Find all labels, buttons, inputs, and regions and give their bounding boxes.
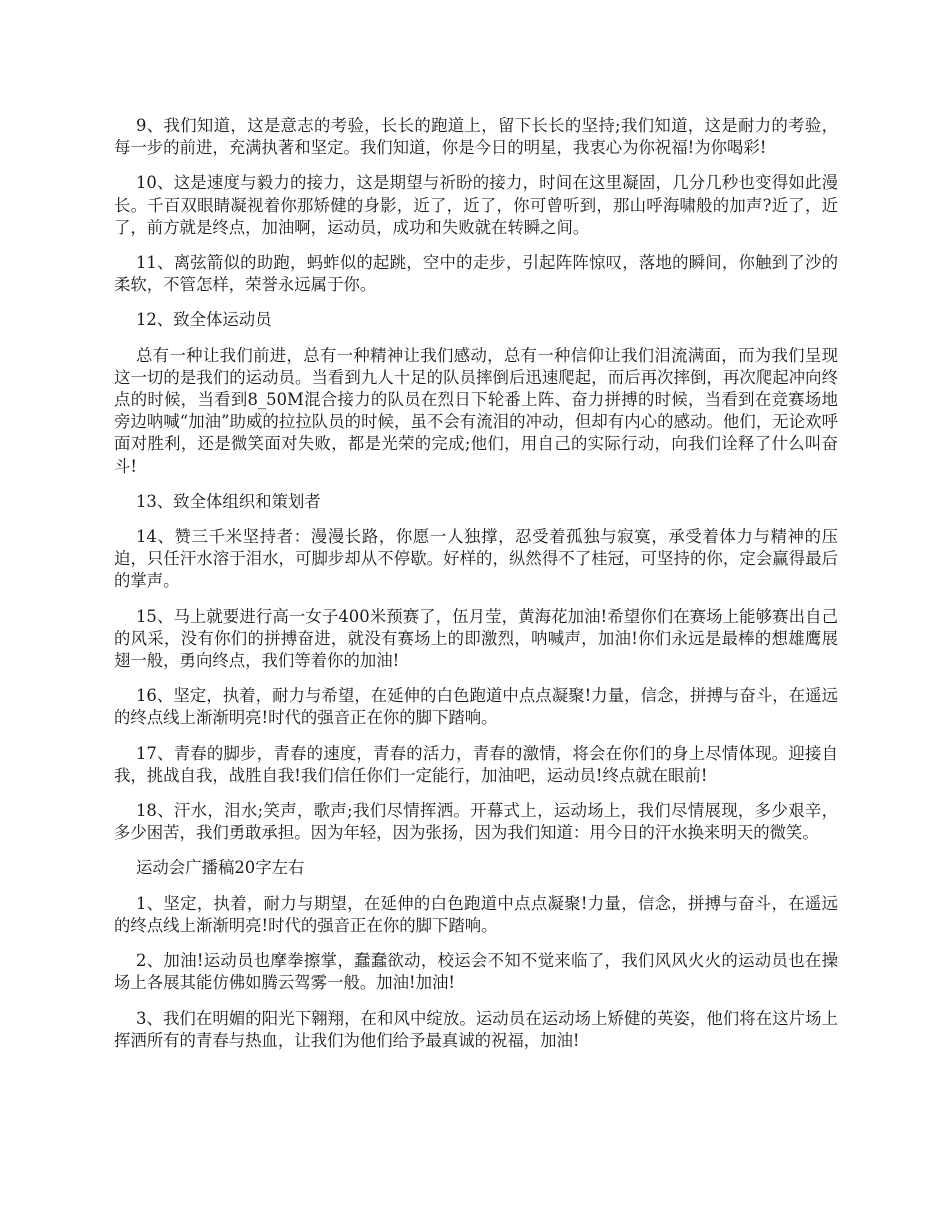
paragraph-3: 3、我们在明媚的阳光下翱翔，在和风中绽放。运动员在运动场上矫健的英姿，他们将在这片场上挥洒所有的青春与热血，让我们为他们给予最真诚的祝福，加油!: [114, 1008, 838, 1050]
paragraph-11: 11、离弦箭似的助跑，蚂蚱似的起跳，空中的走步，引起阵阵惊叹，落地的瞬间，你触到了沙的柔软，不管怎样，荣誉永远属于你。: [114, 253, 838, 295]
paragraph-18: 18、汗水，泪水;笑声，歌声;我们尽情挥洒。开幕式上，运动场上，我们尽情展现，多少艰辛，多少困苦，我们勇敢承担。因为年轻，因为张扬，因为我们知道：用今日的汗水换来明天的微笑。: [114, 801, 838, 843]
paragraph-17: 17、青春的脚步，青春的速度，青春的活力，青春的激情，将会在你们的身上尽情体现。迎接自我，挑战自我，战胜自我!我们信任你们一定能行，加油吧，运动员!终点就在眼前!: [114, 743, 838, 785]
paragraph-13-heading: 13、致全体组织和策划者: [136, 491, 321, 511]
document-body: [114, 115, 838, 1065]
paragraph-2: 2、加油!运动员也摩拳擦掌，蠢蠢欲动，校运会不知不觉来临了，我们风风火火的运动员也在操场上各展其能仿佛如腾云驾雾一般。加油!加油!: [114, 951, 838, 993]
paragraph-9: 9、我们知道，这是意志的考验，长长的跑道上，留下长长的坚持;我们知道，这是耐力的考验，每一步的前进，充满执著和坚定。我们知道，你是今日的明星，我衷心为你祝福!为你喝彩!: [114, 116, 838, 158]
section-heading: 运动会广播稿20字左右: [136, 858, 305, 878]
paragraph-15: 15、马上就要进行高一女子400米预赛了，伍月莹，黄海花加油!希望你们在赛场上能够赛出自己的风采，没有你们的拼搏奋进，就没有赛场上的即激烈，呐喊声，加油!你们永远是最棒的想雄鹰展翅一般，勇向终点，我们等着你的加油!: [114, 606, 838, 671]
paragraph-14: 14、赞三千米坚持者：漫漫长路，你愿一人独撑，忍受着孤独与寂寞，承受着体力与精神的压迫，只任汗水溶于泪水，可脚步却从不停歇。好样的，纵然得不了桂冠，可坚持的你，定会赢得最后的掌声。: [114, 527, 838, 591]
paragraph-10: 10、这是速度与毅力的接力，这是期望与祈盼的接力，时间在这里凝固，几分几秒也变得如此漫长。千百双眼睛凝视着你那矫健的身影，近了，近了，你可曾听到，那山呼海啸般的加声?近了，近了，前方就是终点，加油啊，运动员，成功和失败就在转瞬之间。: [114, 173, 838, 237]
paragraph-16: 16、坚定，执着，耐力与希望，在延伸的白色跑道中点点凝聚!力量，信念，拼搏与奋斗，在遥远的终点线上渐渐明亮!时代的强音正在你的脚下踏响。: [114, 686, 838, 728]
paragraph-12-heading: 12、致全体运动员: [136, 310, 272, 330]
paragraph-athletes: 总有一种让我们前进，总有一种精神让我们感动，总有一种信仰让我们泪流满面，而为我们呈现这一切的是我们的运动员。当看到九人十足的队员摔倒后迅速爬起，而后再次摔倒，再次爬起冲向终点的时候，当看到8_50M混合接力的队员在烈日下轮番上阵、奋力拼搏的时候，当看到在竞赛场地旁边呐喊“加油”助威的拉拉队员的时候，虽不会有流泪的冲动，但却有内心的感动。他们，无论欢呼面对胜利，还是微笑面对失败，都是光荣的完成;他们，用自己的实际行动，向我们诠释了什么叫奋斗!: [114, 345, 838, 476]
paragraph-1: 1、坚定，执着，耐力与期望，在延伸的白色跑道中点点凝聚!力量，信念，拼搏与奋斗，在遥远的终点线上渐渐明亮!时代的强音正在你的脚下踏响。: [114, 893, 838, 935]
